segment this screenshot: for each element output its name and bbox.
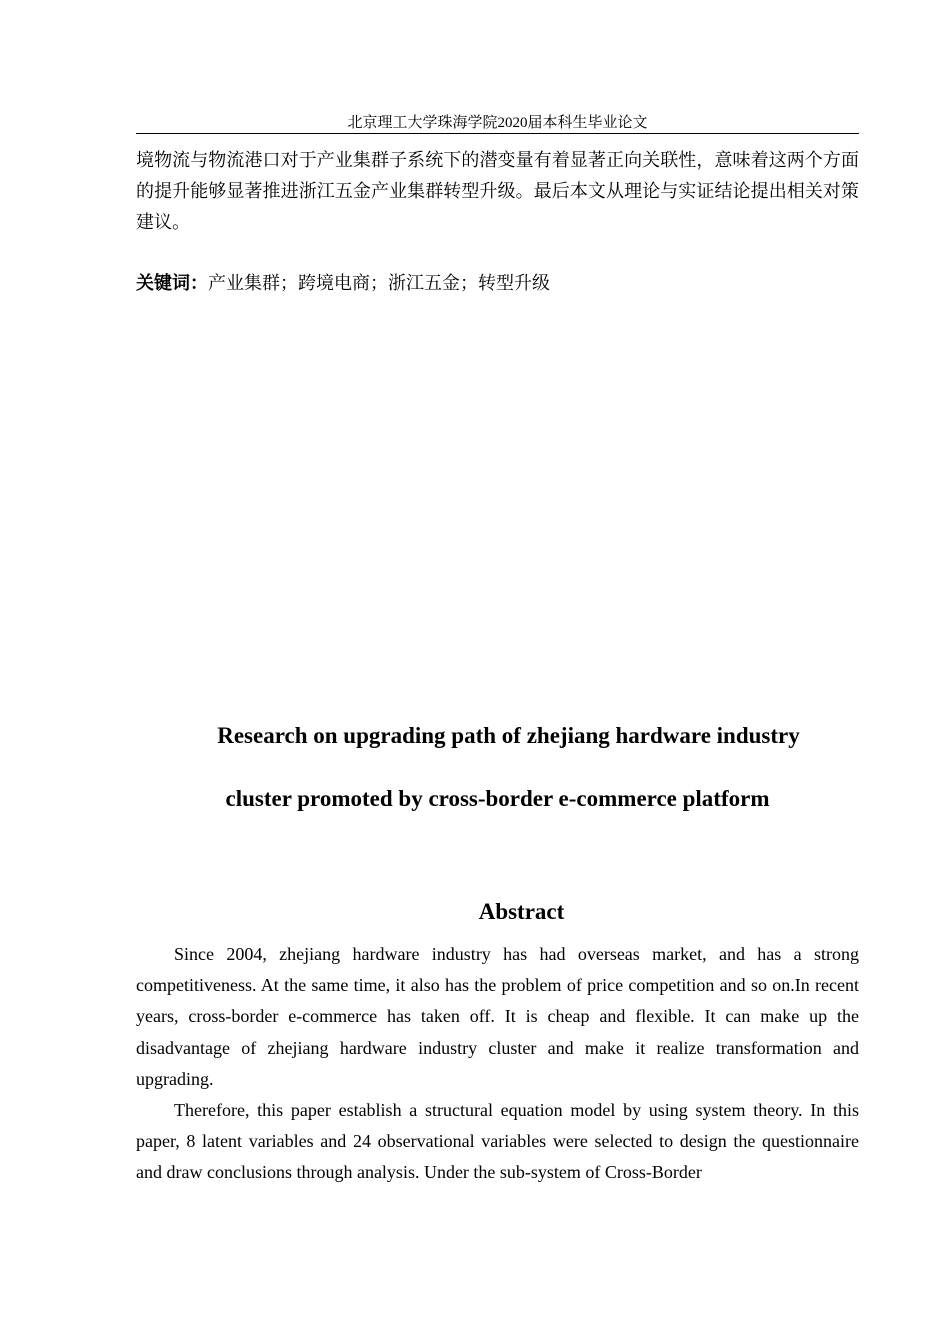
abstract-heading: Abstract (478, 899, 565, 924)
keywords-line (136, 268, 859, 299)
running-header: 北京理工大学珠海学院2020届本科生毕业论文 (347, 115, 648, 131)
chinese-abstract-paragraph: 境物流与物流港口对于产业集群子系统下的潜变量有着显著正向关联性，意味着这两个方面的提升能够显著推进浙江五金产业集群转型升级。最后本文从理论与实证结论提出相关对策建议。 (136, 150, 859, 232)
keywords-label: 关键词： (136, 273, 208, 293)
english-abstract-paragraph: Therefore, this paper establish a structural equation model by using system theory. In this paper, 8 latent variables and 24 observational variables were selected to design the questionnaire and draw conclusions through analysis. Under the sub-system of Cross-Border (136, 1100, 859, 1183)
english-abstract-paragraph: Since 2004, zhejiang hardware industry has had overseas market, and has a strong competitiveness. At the same time, it also has the problem of price competition and so on.In recent years, cross-border e-commerce has taken off. It is cheap and flexible. It can make up the disadvantage of zhejiang hardware industry cluster and make it realize transformation and upgrading. (136, 944, 859, 1089)
header-rule (136, 133, 859, 134)
english-title-line-2: cluster promoted by cross-border e-commerce platform (225, 786, 770, 811)
keywords-list: 产业集群；跨境电商；浙江五金；转型升级 (208, 273, 550, 293)
english-title-line-1: Research on upgrading path of zhejiang hardware industry (217, 723, 800, 748)
english-abstract-body (136, 939, 859, 1189)
